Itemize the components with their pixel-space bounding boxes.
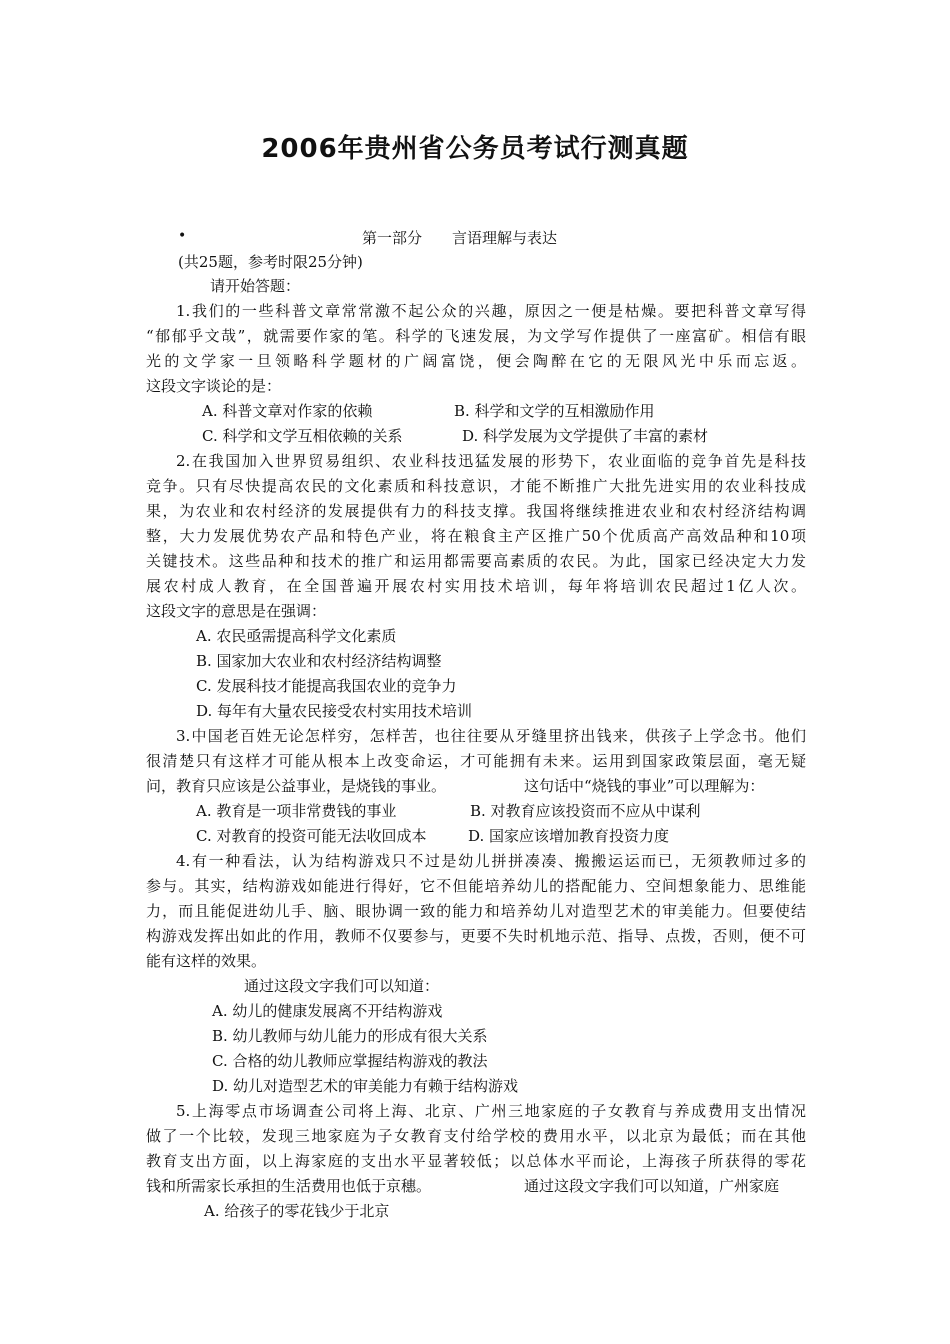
q1-option-a: A. 科普文章对作家的依赖 — [202, 402, 373, 420]
q3-text-line: 很清楚只有这样才可能从根本上改变命运，才可能拥有未来。运用到国家政策层面，毫无疑 — [146, 752, 806, 770]
q5-prompt: 通过这段文字我们可以知道，广州家庭 — [524, 1177, 780, 1195]
q4-text-line: 构游戏发挥出如此的作用，教师不仅要参与，更要不失时机地示范、指导、点拨，否则，便不可 — [146, 927, 806, 945]
q2-option-a: A. 农民亟需提高科学文化素质 — [196, 627, 397, 645]
q3-option-c: C. 对教育的投资可能无法收回成本 — [196, 827, 427, 845]
section-info: (共25题，参考时限25分钟) — [178, 253, 363, 271]
q2-text-line: 果，为农业和农村经济的发展提供有力的科技支撑。我国将继续推进农业和农村经济结构调 — [146, 502, 806, 520]
q3-prompt: 这句话中“烧钱的事业”可以理解为： — [524, 777, 765, 795]
q2-text-line: 关键技术。这些品种和技术的推广和运用都需要高素质的农民。为此，国家已经决定大力发 — [146, 552, 806, 570]
q4-text-line: 4.有一种看法，认为结构游戏只不过是幼儿拼拼凑凑、搬搬运运而已，无须教师过多的 — [176, 852, 806, 870]
q2-option-b: B. 国家加大农业和农村经济结构调整 — [196, 652, 442, 670]
q5-text-line: 做了一个比较，发现三地家庭为子女教育支付给学校的费用水平，以北京为最低；而在其他 — [146, 1127, 806, 1145]
q4-option-d: D. 幼儿对造型艺术的审美能力有赖于结构游戏 — [212, 1077, 519, 1095]
q5-text-line: 教育支出方面，以上海家庭的支出水平显著较低；以总体水平而论，上海孩子所获得的零花 — [146, 1152, 806, 1170]
q4-option-b: B. 幼儿教师与幼儿能力的形成有很大关系 — [212, 1027, 488, 1045]
q3-text-line: 问，教育只应该是公益事业，是烧钱的事业。 — [146, 777, 447, 795]
section-name: 言语理解与表达 — [452, 229, 558, 247]
q4-text-line: 参与。其实，结构游戏如能进行得好，它不但能培养幼儿的搭配能力、空间想象能力、思维能 — [146, 877, 806, 895]
document-title: 2006年贵州省公务员考试行测真题 — [261, 134, 689, 164]
q1-option-b: B. 科学和文学的互相激励作用 — [454, 402, 655, 420]
bullet-mark: • — [178, 228, 187, 244]
q5-option-a: A. 给孩子的零花钱少于北京 — [204, 1202, 390, 1220]
section-instruction: 请开始答题： — [210, 277, 301, 295]
q1-text-line: 1.我们的一些科普文章常常激不起公众的兴趣，原因之一便是枯燥。要把科普文章写得 — [176, 302, 806, 320]
q1-prompt: 这段文字谈论的是： — [146, 377, 282, 395]
q4-text-line: 力，而且能促进幼儿手、脑、眼协调一致的能力和培养幼儿对造型艺术的审美能力。但要使结 — [146, 902, 806, 920]
q2-text-line: 展农村成人教育，在全国普遍开展农村实用技术培训，每年将培训农民超过1亿人次。 — [146, 577, 806, 595]
q1-text-line: “郁郁乎文哉”，就需要作家的笔。科学的飞速发展，为文学写作提供了一座富矿。相信有眼 — [146, 327, 806, 345]
q2-option-d: D. 每年有大量农民接受农村实用技术培训 — [196, 702, 473, 720]
q2-text-line: 竞争。只有尽快提高农民的文化素质和科技意识，才能不断推广大批先进实用的农业科技成 — [146, 477, 806, 495]
section-part: 第一部分 — [362, 229, 423, 247]
q1-option-c: C. 科学和文学互相依赖的关系 — [202, 427, 403, 445]
q5-text-line: 钱和所需家长承担的生活费用也低于京穗。 — [146, 1177, 432, 1195]
q5-text-line: 5.上海零点市场调查公司将上海、北京、广州三地家庭的子女教育与养成费用支出情况 — [176, 1102, 806, 1120]
q4-option-c: C. 合格的幼儿教师应掌握结构游戏的教法 — [212, 1052, 488, 1070]
q3-option-a: A. 教育是一项非常费钱的事业 — [196, 802, 397, 820]
q2-text-line: 2.在我国加入世界贸易组织、农业科技迅猛发展的形势下，农业面临的竞争首先是科技 — [176, 452, 806, 470]
q1-option-d: D. 科学发展为文学提供了丰富的素材 — [462, 427, 709, 445]
q2-option-c: C. 发展科技才能提高我国农业的竞争力 — [196, 677, 457, 695]
q3-option-d: D. 国家应该增加教育投资力度 — [468, 827, 670, 845]
q4-text-line: 能有这样的效果。 — [146, 952, 267, 970]
q3-text-line: 3.中国老百姓无论怎样穷，怎样苦，也往往要从牙缝里挤出钱来，供孩子上学念书。他们 — [176, 727, 806, 745]
q2-prompt: 这段文字的意思是在强调： — [146, 602, 327, 620]
q4-prompt: 通过这段文字我们可以知道： — [244, 977, 440, 995]
q2-text-line: 整，大力发展优势农产品和特色产业，将在粮食主产区推广50个优质高产高效品种和10项 — [146, 527, 806, 545]
q4-option-a: A. 幼儿的健康发展离不开结构游戏 — [212, 1002, 443, 1020]
section-heading — [362, 226, 557, 250]
q3-option-b: B. 对教育应该投资而不应从中谋利 — [470, 802, 701, 820]
q1-text-line: 光的文学家一旦领略科学题材的广阔富饶，便会陶醉在它的无限风光中乐而忘返。 — [146, 352, 806, 370]
